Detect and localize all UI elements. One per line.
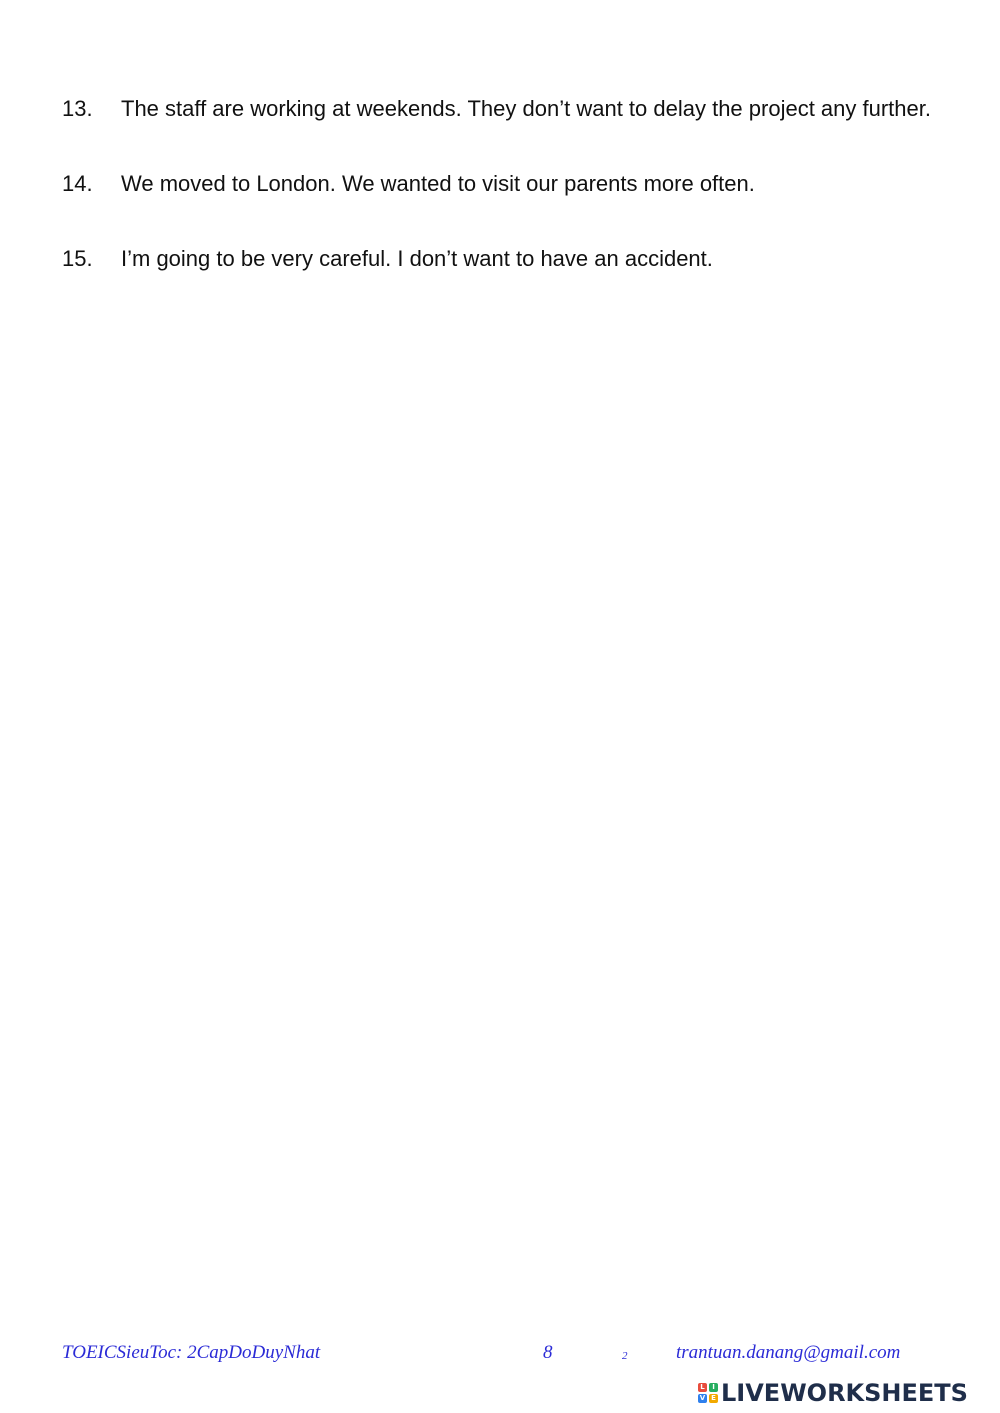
list-item	[62, 163, 939, 204]
footer-title: TOEICSieuToc: 2CapDoDuyNhat	[62, 1342, 321, 1363]
logo-grid-icon	[698, 1383, 718, 1403]
footer-email: trantuan.danang@gmail.com	[676, 1342, 901, 1363]
liveworksheets-logo[interactable]	[698, 1378, 968, 1408]
page-number: 8	[543, 1342, 553, 1363]
logo-tile: I	[709, 1383, 718, 1392]
item-text: I’m going to be very careful. I don’t want to have an accident.	[121, 246, 713, 271]
exercise-list	[62, 88, 939, 313]
page-footer	[0, 1342, 1000, 1368]
list-item	[62, 88, 939, 129]
item-number: 15.	[62, 246, 93, 271]
brand-name: LIVEWORKSHEETS	[721, 1379, 968, 1407]
item-number: 14.	[62, 171, 93, 196]
item-number: 13.	[62, 96, 93, 121]
logo-tile: L	[698, 1383, 707, 1392]
logo-tile: E	[709, 1394, 718, 1403]
list-item	[62, 238, 939, 279]
item-text: The staff are working at weekends. They don’t want to delay the project any further.	[121, 96, 931, 121]
item-text: We moved to London. We wanted to visit our parents more often.	[121, 171, 755, 196]
logo-tile: V	[699, 1394, 706, 1402]
footer-sub-number: 2	[622, 1350, 628, 1362]
